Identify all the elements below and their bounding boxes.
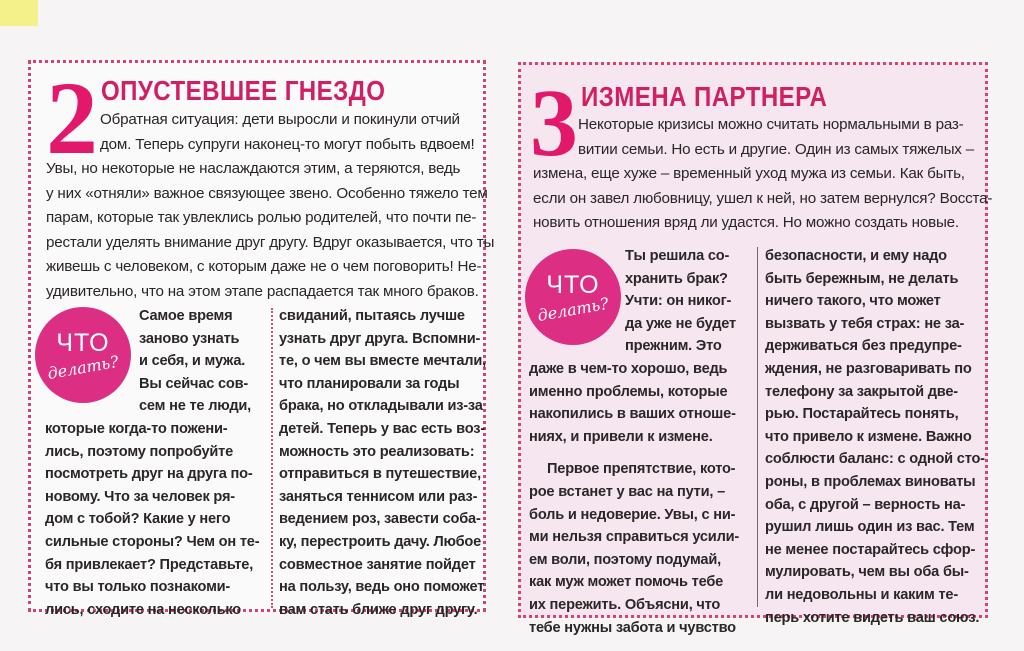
- advice-line: сильные стороны? Чем он те-: [45, 533, 260, 550]
- advice-line: именно проблемы, которые: [529, 383, 728, 400]
- intro-line: Увы, но некоторые не наслаждаются этим, а теряются, ведь: [46, 160, 461, 177]
- advice-line: Ты решила со-: [625, 248, 730, 264]
- advice-line: вам стать ближе друг другу.: [279, 601, 478, 618]
- advice-line: новому. Что за человек ря-: [45, 488, 235, 505]
- intro-line: Некоторые кризисы можно считать нормальными в раз-: [578, 116, 964, 133]
- advice-line: мулировать, чем вы оба бы-: [765, 564, 969, 581]
- advice-line: хранить брак?: [625, 270, 728, 287]
- advice-line: ведением роз, завести соба-: [279, 511, 481, 528]
- advice-line: рью. Постарайтесь понять,: [765, 406, 959, 423]
- section-number: 2: [46, 61, 98, 176]
- advice-line: да уже не будет: [625, 315, 736, 332]
- advice-line: ем воли, поэтому подумай,: [529, 551, 721, 568]
- advice-column-2: [765, 245, 985, 629]
- intro-line: дом. Теперь супруги наконец-то могут побыть вдвоем!: [100, 135, 475, 153]
- corner-tab: [0, 0, 38, 26]
- section-heading: ИЗМЕНА ПАРТНЕРА: [581, 81, 828, 112]
- advice-line: совместное занятие пойдет: [279, 556, 476, 573]
- what-to-do-badge: [35, 307, 131, 403]
- advice-line: безопасности, и ему надо: [765, 248, 947, 264]
- intro-line: новить отношения вряд ли удастся. Но можно создать новые.: [533, 214, 959, 231]
- advice-line: Учти: он никог-: [625, 293, 732, 310]
- column-divider: [757, 247, 758, 607]
- advice-line: тебе нужны забота и чувство: [529, 619, 736, 636]
- what-to-do-badge: [525, 249, 621, 345]
- intro-line: удивительно, что на этом этапе распадается так много браков.: [46, 282, 479, 300]
- advice-line: отправиться в путешествие,: [279, 466, 481, 483]
- advice-line: и себя, и мужа.: [139, 353, 246, 370]
- advice-line: бя привлекает? Представьте,: [45, 556, 254, 573]
- advice-line: лись, сходите на несколько: [45, 601, 241, 618]
- intro-paragraph: [46, 108, 495, 304]
- advice-line: оба, с другой – верность на-: [765, 496, 966, 513]
- section-number: 3: [530, 69, 578, 176]
- advice-line: роны, в проблемах виноваты: [765, 473, 976, 490]
- advice-line: держиваться без предупре-: [765, 338, 962, 355]
- advice-line: что привело к измене. Важно: [765, 428, 972, 445]
- advice-line: сем не те люди,: [139, 398, 252, 415]
- badge-word: ЧТО: [546, 271, 600, 299]
- advice-line: на пользу, ведь оно поможет: [279, 579, 485, 596]
- advice-column-2: [279, 305, 486, 621]
- advice-line: не менее постарайтесь сфор-: [765, 541, 976, 558]
- intro-line: если он завел любовницу, ушел к ней, но затем вернулся? Восста-: [533, 189, 993, 207]
- advice-line: соблюсти баланс: с одной сто-: [765, 451, 985, 468]
- section-heading: ОПУСТЕВШЕЕ ГНЕЗДО: [101, 75, 386, 106]
- advice-line: узнать друг друга. Вспомни-: [279, 330, 481, 347]
- section-partner-infidelity: [518, 62, 993, 636]
- intro-line: парам, которые так увлеклись ролью родителей, что почти пе-: [46, 209, 477, 226]
- advice-line: посмотреть друг на друга по-: [45, 466, 253, 483]
- advice-line: вызвать у тебя страх: не за-: [765, 315, 965, 332]
- intro-line: рестали уделять внимание друг другу. Вдруг оказывается, что ты: [46, 233, 495, 251]
- column-divider: [271, 308, 273, 608]
- advice-line: рое встанет у вас на пути, –: [529, 483, 726, 500]
- advice-line: ку, перестроить дачу. Любое: [279, 533, 482, 550]
- section-empty-nest: [28, 60, 495, 618]
- advice-line: ничего такого, что может: [765, 293, 941, 310]
- paragraph-gap: [625, 448, 749, 458]
- advice-line: Самое время: [139, 308, 233, 324]
- advice-line: заново узнать: [139, 330, 240, 347]
- advice-line: прежним. Это: [625, 338, 722, 355]
- intro-line: витии семьи. Но есть и другие. Один из самых тяжелых –: [578, 140, 974, 158]
- advice-line: как муж может помочь тебе: [529, 574, 724, 591]
- advice-line: накопились в ваших отноше-: [529, 406, 736, 423]
- advice-line: даже в чем-то хорошо, ведь: [529, 360, 728, 377]
- advice-line: лись, поэтому попробуйте: [45, 443, 234, 460]
- intro-line: у них «отняли» важное связующее звено. Особенно тяжело тем: [46, 184, 488, 202]
- advice-line: свиданий, пытаясь лучше: [279, 308, 465, 324]
- advice-line: дом с тобой? Какие у него: [45, 511, 231, 528]
- advice-line: брака, но откладывали из-за: [279, 398, 483, 415]
- advice-line: детей. Теперь у вас есть воз-: [279, 420, 485, 437]
- advice-line: ниях, и привели к измене.: [529, 428, 713, 445]
- advice-line: заняться теннисом или раз-: [279, 488, 478, 505]
- advice-line: которые когда-то пожени-: [45, 420, 228, 437]
- advice-line: что вы только познакоми-: [45, 579, 231, 596]
- advice-line: Первое препятствие, кото-: [547, 461, 736, 478]
- advice-line: перь хотите видеть ваш союз.: [765, 609, 980, 626]
- advice-line: боль и недоверие. Увы, с ни-: [529, 506, 736, 523]
- advice-line: Вы сейчас сов-: [139, 375, 249, 392]
- advice-line: их пережить. Объясни, что: [529, 596, 721, 613]
- intro-line: живешь с человеком, с которым даже не о чем поговорить! Не-: [46, 258, 482, 275]
- intro-line: измена, еще хуже – временный уход мужа из семьи. Как быть,: [533, 165, 965, 182]
- advice-line: можность это реализовать:: [279, 443, 475, 460]
- advice-line: что планировали за годы: [279, 375, 460, 392]
- badge-subtitle: делать?: [45, 351, 120, 384]
- advice-line: те, о чем вы вместе мечтали,: [279, 353, 486, 370]
- advice-line: рушил лишь один из вас. Тем: [765, 519, 975, 536]
- badge-word: ЧТО: [56, 329, 110, 357]
- advice-line: телефону за закрытой две-: [765, 383, 958, 400]
- intro-line: Обратная ситуация: дети выросли и покинули отчий: [100, 111, 460, 128]
- intro-paragraph: [533, 113, 993, 236]
- badge-subtitle: делать?: [535, 293, 610, 326]
- advice-line: ждения, не разговаривать по: [765, 360, 972, 377]
- advice-line: быть бережным, не делать: [765, 270, 959, 287]
- advice-line: ли недовольны и каким те-: [765, 586, 959, 603]
- advice-line: ми нельзя справиться усили-: [529, 529, 740, 546]
